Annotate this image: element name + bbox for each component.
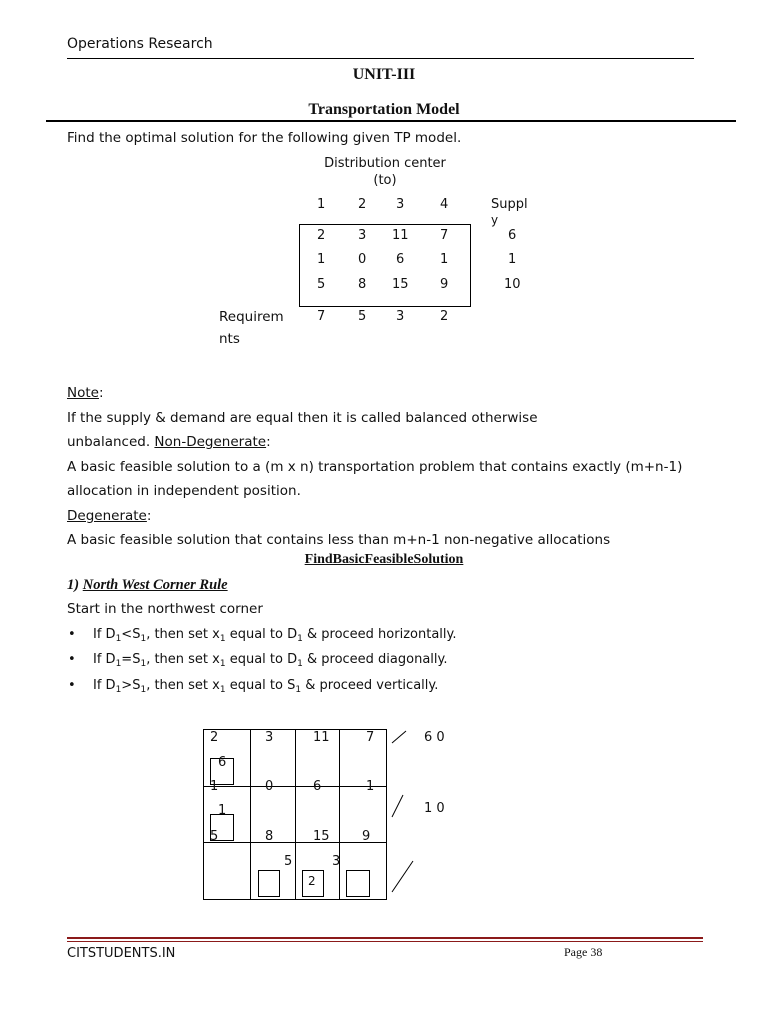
bullet-sub: 1 [297,659,303,669]
bullet-text-d: & proceed vertically. [301,678,439,693]
tp-cell: 11 [392,228,409,243]
running-header: Operations Research [67,36,213,52]
tp-supply: 6 [508,228,517,243]
tp-caption [310,155,460,189]
note-heading: Note: [67,385,104,401]
tp-supply: 1 [508,252,517,267]
tp-caption-line2: (to) [373,173,397,188]
grid-cost: 11 [313,730,330,745]
tp-col-header: 1 [317,197,326,212]
allocation-value: 1 [218,803,227,818]
bullet-text-a: If D [93,652,116,667]
bullet-cmp: >S [121,678,141,693]
grid-cost: 5 [210,829,219,844]
tp-cell: 2 [317,228,326,243]
footer-left: CITSTUDENTS.IN [67,946,176,961]
bullet-sub: 1 [219,659,226,669]
tp-cell: 1 [440,252,449,267]
grid-requirement: 5 [284,854,293,869]
strike-slash [392,861,413,892]
bullet-sub: 1 [140,685,147,695]
tp-supply-label-2: y [491,213,499,227]
bullet-sub: 1 [219,685,226,695]
grid-supply-side: 6 0 [424,730,445,745]
bullet-text-d: & proceed diagonally. [302,652,448,667]
unit-heading: UNIT-III [352,66,416,83]
degenerate-heading: Degenerate: [67,507,152,524]
grid-cost: 8 [265,829,274,844]
tp-cell: 3 [358,228,367,243]
grid-cost: 1 [366,779,375,794]
allocation-value: 6 [218,755,227,770]
grid-cost: 6 [313,779,322,794]
footer-rule-thin [67,941,703,942]
tp-cell: 9 [440,277,449,292]
grid-hline [203,842,386,843]
note-block [67,381,747,553]
grid-cost: 1 [210,779,219,794]
bullet-text-b: , then set x [146,678,220,693]
grid-cost: 15 [313,829,330,844]
rule-start: Start in the northwest corner [67,601,263,617]
bullet-cmp: <S [121,627,141,642]
bullet-sub: 1 [115,659,122,669]
bullet-sub: 1 [140,659,147,669]
nondegenerate-label: Non-Degenerate [154,434,267,450]
grid-vline [250,729,251,899]
tp-requirement: 2 [440,309,449,324]
tp-cell: 5 [317,277,326,292]
bullet-text-d: & proceed horizontally. [302,627,457,642]
tp-supply: 10 [504,277,521,292]
grid-cost: 2 [210,730,219,745]
degenerate-text: A basic feasible solution that contains less than m+n-1 non-negative allocations [67,532,611,548]
note-line1: If the supply & demand are equal then it is called balanced otherwise [67,409,538,426]
grid-cost: 3 [265,730,274,745]
bullet-cmp: =S [121,652,141,667]
note-label: Note [67,385,99,401]
tp-cell: 0 [358,252,367,267]
grid-vline [295,729,296,899]
requirement-box-value: 2 [308,874,316,888]
tp-requirement: 5 [358,309,367,324]
grid-cost: 0 [265,779,274,794]
intro-text: Find the optimal solution for the following given TP model. [67,130,462,146]
tp-req-label: Requirem [219,309,284,325]
tp-cell: 6 [396,252,405,267]
bullet-text-a: If D [93,627,116,642]
bullet-sub: 1 [219,634,226,644]
tp-caption-line1: Distribution center [324,156,446,171]
bullet-text-c: equal to D [225,652,298,667]
grid-requirement: 3 [332,854,341,869]
bullet-glyph: • [68,627,76,642]
nondegenerate-text2: allocation in independent position. [67,483,301,499]
note-line2: unbalanced. Non-Degenerate: [67,434,271,450]
tp-col-header: 2 [358,197,367,212]
strike-slash [392,731,406,743]
tp-supply-label: Suppl [491,197,528,212]
rule-bullet [68,652,448,667]
tp-cell: 1 [317,252,326,267]
bullet-sub: 1 [295,685,302,695]
tp-col-header: 4 [440,197,449,212]
tp-cell: 7 [440,228,449,243]
nondegenerate-text1: A basic feasible solution to a (m x n) transportation problem that contains exactly (m+n-1) [67,458,683,475]
tp-cell: 15 [392,277,409,292]
tp-col-header: 3 [396,197,405,212]
grid-cost: 9 [362,829,371,844]
bullet-sub: 1 [115,685,122,695]
note-line2-prefix: unbalanced. [67,434,155,450]
topic-heading: Transportation Model [308,101,460,118]
bullet-glyph: • [68,652,76,667]
bullet-text-b: , then set x [146,627,220,642]
tp-requirement: 3 [396,309,405,324]
degenerate-label: Degenerate [67,507,147,524]
bullet-sub: 1 [140,634,147,644]
section-title: FindBasicFeasibleSolution [304,552,464,567]
grid-hline [203,786,386,787]
rule-number: 1) [67,577,83,593]
bullet-text-b: , then set x [146,652,220,667]
strike-slashes [388,725,428,900]
grid-cost: 7 [366,730,375,745]
topic-rule [46,120,736,122]
requirement-box [346,870,370,897]
bullet-text-a: If D [93,678,116,693]
footer-rule [67,937,703,939]
strike-slash [392,795,403,817]
bullet-sub: 1 [297,634,303,644]
tp-cell: 8 [358,277,367,292]
tp-requirement: 7 [317,309,326,324]
bullet-text-c: equal to D [225,627,298,642]
footer-page: Page 38 [564,945,603,959]
grid-vline [339,729,340,899]
tp-req-label-2: nts [219,331,240,347]
rule-bullet [68,678,438,693]
bullet-text-c: equal to S [225,678,296,693]
header-rule [67,58,694,59]
grid-supply-side: 1 0 [424,801,445,816]
rule-heading [67,577,228,594]
rule-title: North West Corner Rule [82,577,228,593]
bullet-glyph: • [68,678,76,693]
requirement-box [258,870,280,897]
bullet-sub: 1 [115,634,122,644]
rule-bullet [68,627,456,642]
